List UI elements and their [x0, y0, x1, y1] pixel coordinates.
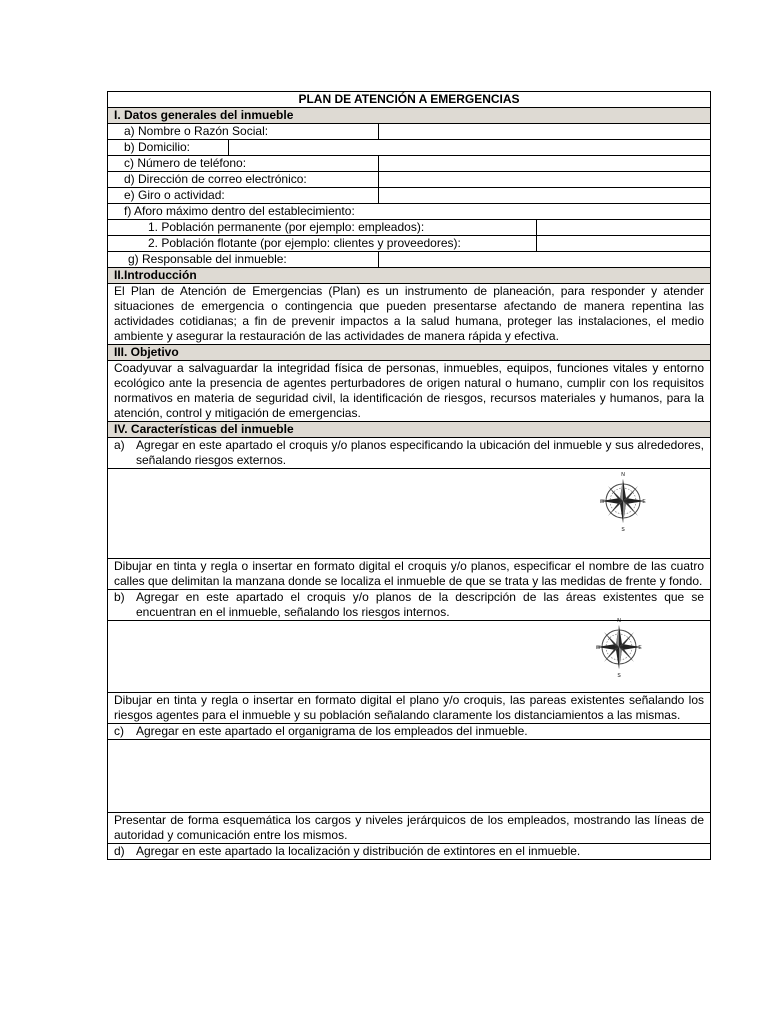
field-row-phone	[108, 156, 710, 172]
field-label-floating-population: 2. Población flotante (por ejemplo: clientes y proveedores):	[148, 236, 461, 250]
compass-rose-icon	[600, 469, 646, 533]
compass-label-w: W	[600, 499, 605, 505]
compass-label-s: S	[621, 527, 625, 533]
field-value-phone[interactable]	[378, 156, 710, 171]
field-row-name	[108, 124, 710, 140]
field-label-activity: e) Giro o actividad:	[124, 188, 225, 202]
section-2-text: El Plan de Atención de Emergencias (Plan) es un instrumento de planeación, para responder y atender situaciones de emergencia o contingencia que pueden presentarse afectando de manera repentina las actividades cotidianas; a fin de prevenir impactos a la salud humana, proteger las instalaciones, el medio ambiente y asegurar la restauración de las actividades de manera rápida y efectiva.	[108, 284, 710, 345]
section-4-heading: IV. Características del inmueble	[108, 422, 710, 438]
compass-label-e: E	[638, 645, 642, 651]
field-row-address	[108, 140, 710, 156]
field-label-name: a) Nombre o Razón Social:	[124, 124, 269, 138]
section-3-text: Coadyuvar a salvaguardar la integridad física de personas, inmuebles, equipos, funciones vitales y entorno ecológico ante la presencia de agentes perturbadores de origen natural o humano, cumplir con los requisitos normativos en materia de seguridad civil, la identificación de riesgos, recursos materiales y humanos, para la atención, control y mitigación de emergencias.	[108, 361, 710, 422]
field-row-email	[108, 172, 710, 188]
field-label-phone: c) Número de teléfono:	[124, 156, 247, 170]
item-a-instructions: Dibujar en tinta y regla o insertar en formato digital el croquis y/o planos, especificar el nombre de las cuatro calles que delimitan la manzana donde se localiza el inmueble de que se trata y las medidas de frente y fondo.	[108, 559, 710, 590]
item-b-text: Agregar en este apartado el croquis y/o planos de la descripción de las áreas existentes que se encuentran en el inmueble, señalando los riesgos internos.	[136, 590, 704, 619]
form-title: PLAN DE ATENCIÓN A EMERGENCIAS	[108, 92, 710, 108]
field-label-capacity: f) Aforo máximo dentro del establecimiento:	[124, 204, 355, 218]
field-value-email[interactable]	[378, 172, 710, 187]
section-4-item-a	[108, 438, 710, 469]
field-value-responsible[interactable]	[378, 252, 710, 267]
compass-rose-icon	[596, 615, 642, 679]
interior-sketch-area[interactable]	[108, 618, 710, 693]
org-chart-area[interactable]	[108, 740, 710, 813]
item-a-text: Agregar en este apartado el croquis y/o planos especificando la ubicación del inmueble y sus alrededores, señalando riesgos externos.	[136, 438, 704, 467]
field-row-permanent-population	[108, 220, 710, 236]
item-b-instructions: Dibujar en tinta y regla o insertar en formato digital el plano y/o croquis, las pareas existentes señalando los riesgos agentes para el inmueble y su población señalando claramente los distanciamientos a las mismas.	[108, 693, 710, 724]
field-value-activity[interactable]	[378, 188, 710, 203]
item-b-marker: b)	[114, 590, 125, 604]
section-2-heading: II.Introducción	[108, 268, 710, 284]
field-value-name[interactable]	[378, 124, 710, 139]
item-c-instructions: Presentar de forma esquemática los cargos y niveles jerárquicos de los empleados, mostrando las líneas de autoridad y comunicación entre los mismos.	[108, 813, 710, 844]
section-4-item-d	[108, 844, 710, 859]
field-label-email: d) Dirección de correo electrónico:	[124, 172, 307, 186]
field-value-address[interactable]	[228, 140, 710, 155]
field-label-responsible: g) Responsable del inmueble:	[128, 252, 287, 266]
field-value-permanent-population[interactable]	[536, 220, 710, 235]
emergency-plan-form	[107, 91, 711, 860]
item-c-marker: c)	[114, 724, 124, 738]
section-1-heading: I. Datos generales del inmueble	[108, 108, 710, 124]
compass-label-w: W	[596, 645, 601, 651]
compass-label-s: S	[617, 673, 621, 679]
location-sketch-area[interactable]	[108, 469, 710, 559]
field-row-floating-population	[108, 236, 710, 252]
item-a-marker: a)	[114, 438, 125, 452]
field-value-floating-population[interactable]	[536, 236, 710, 251]
compass-label-e: E	[642, 499, 646, 505]
field-label-address: b) Domicilio:	[124, 140, 191, 154]
field-row-capacity	[108, 204, 710, 220]
compass-label-n: N	[617, 618, 621, 624]
field-row-responsible	[108, 252, 710, 268]
item-d-text: Agregar en este apartado la localización y distribución de extintores en el inmueble.	[136, 844, 581, 858]
section-4-item-c	[108, 724, 710, 740]
section-3-heading: III. Objetivo	[108, 345, 710, 361]
compass-label-n: N	[621, 472, 625, 478]
item-d-marker: d)	[114, 844, 125, 858]
field-row-activity	[108, 188, 710, 204]
field-label-permanent-population: 1. Población permanente (por ejemplo: empleados):	[148, 220, 425, 234]
item-c-text: Agregar en este apartado el organigrama de los empleados del inmueble.	[136, 724, 528, 738]
